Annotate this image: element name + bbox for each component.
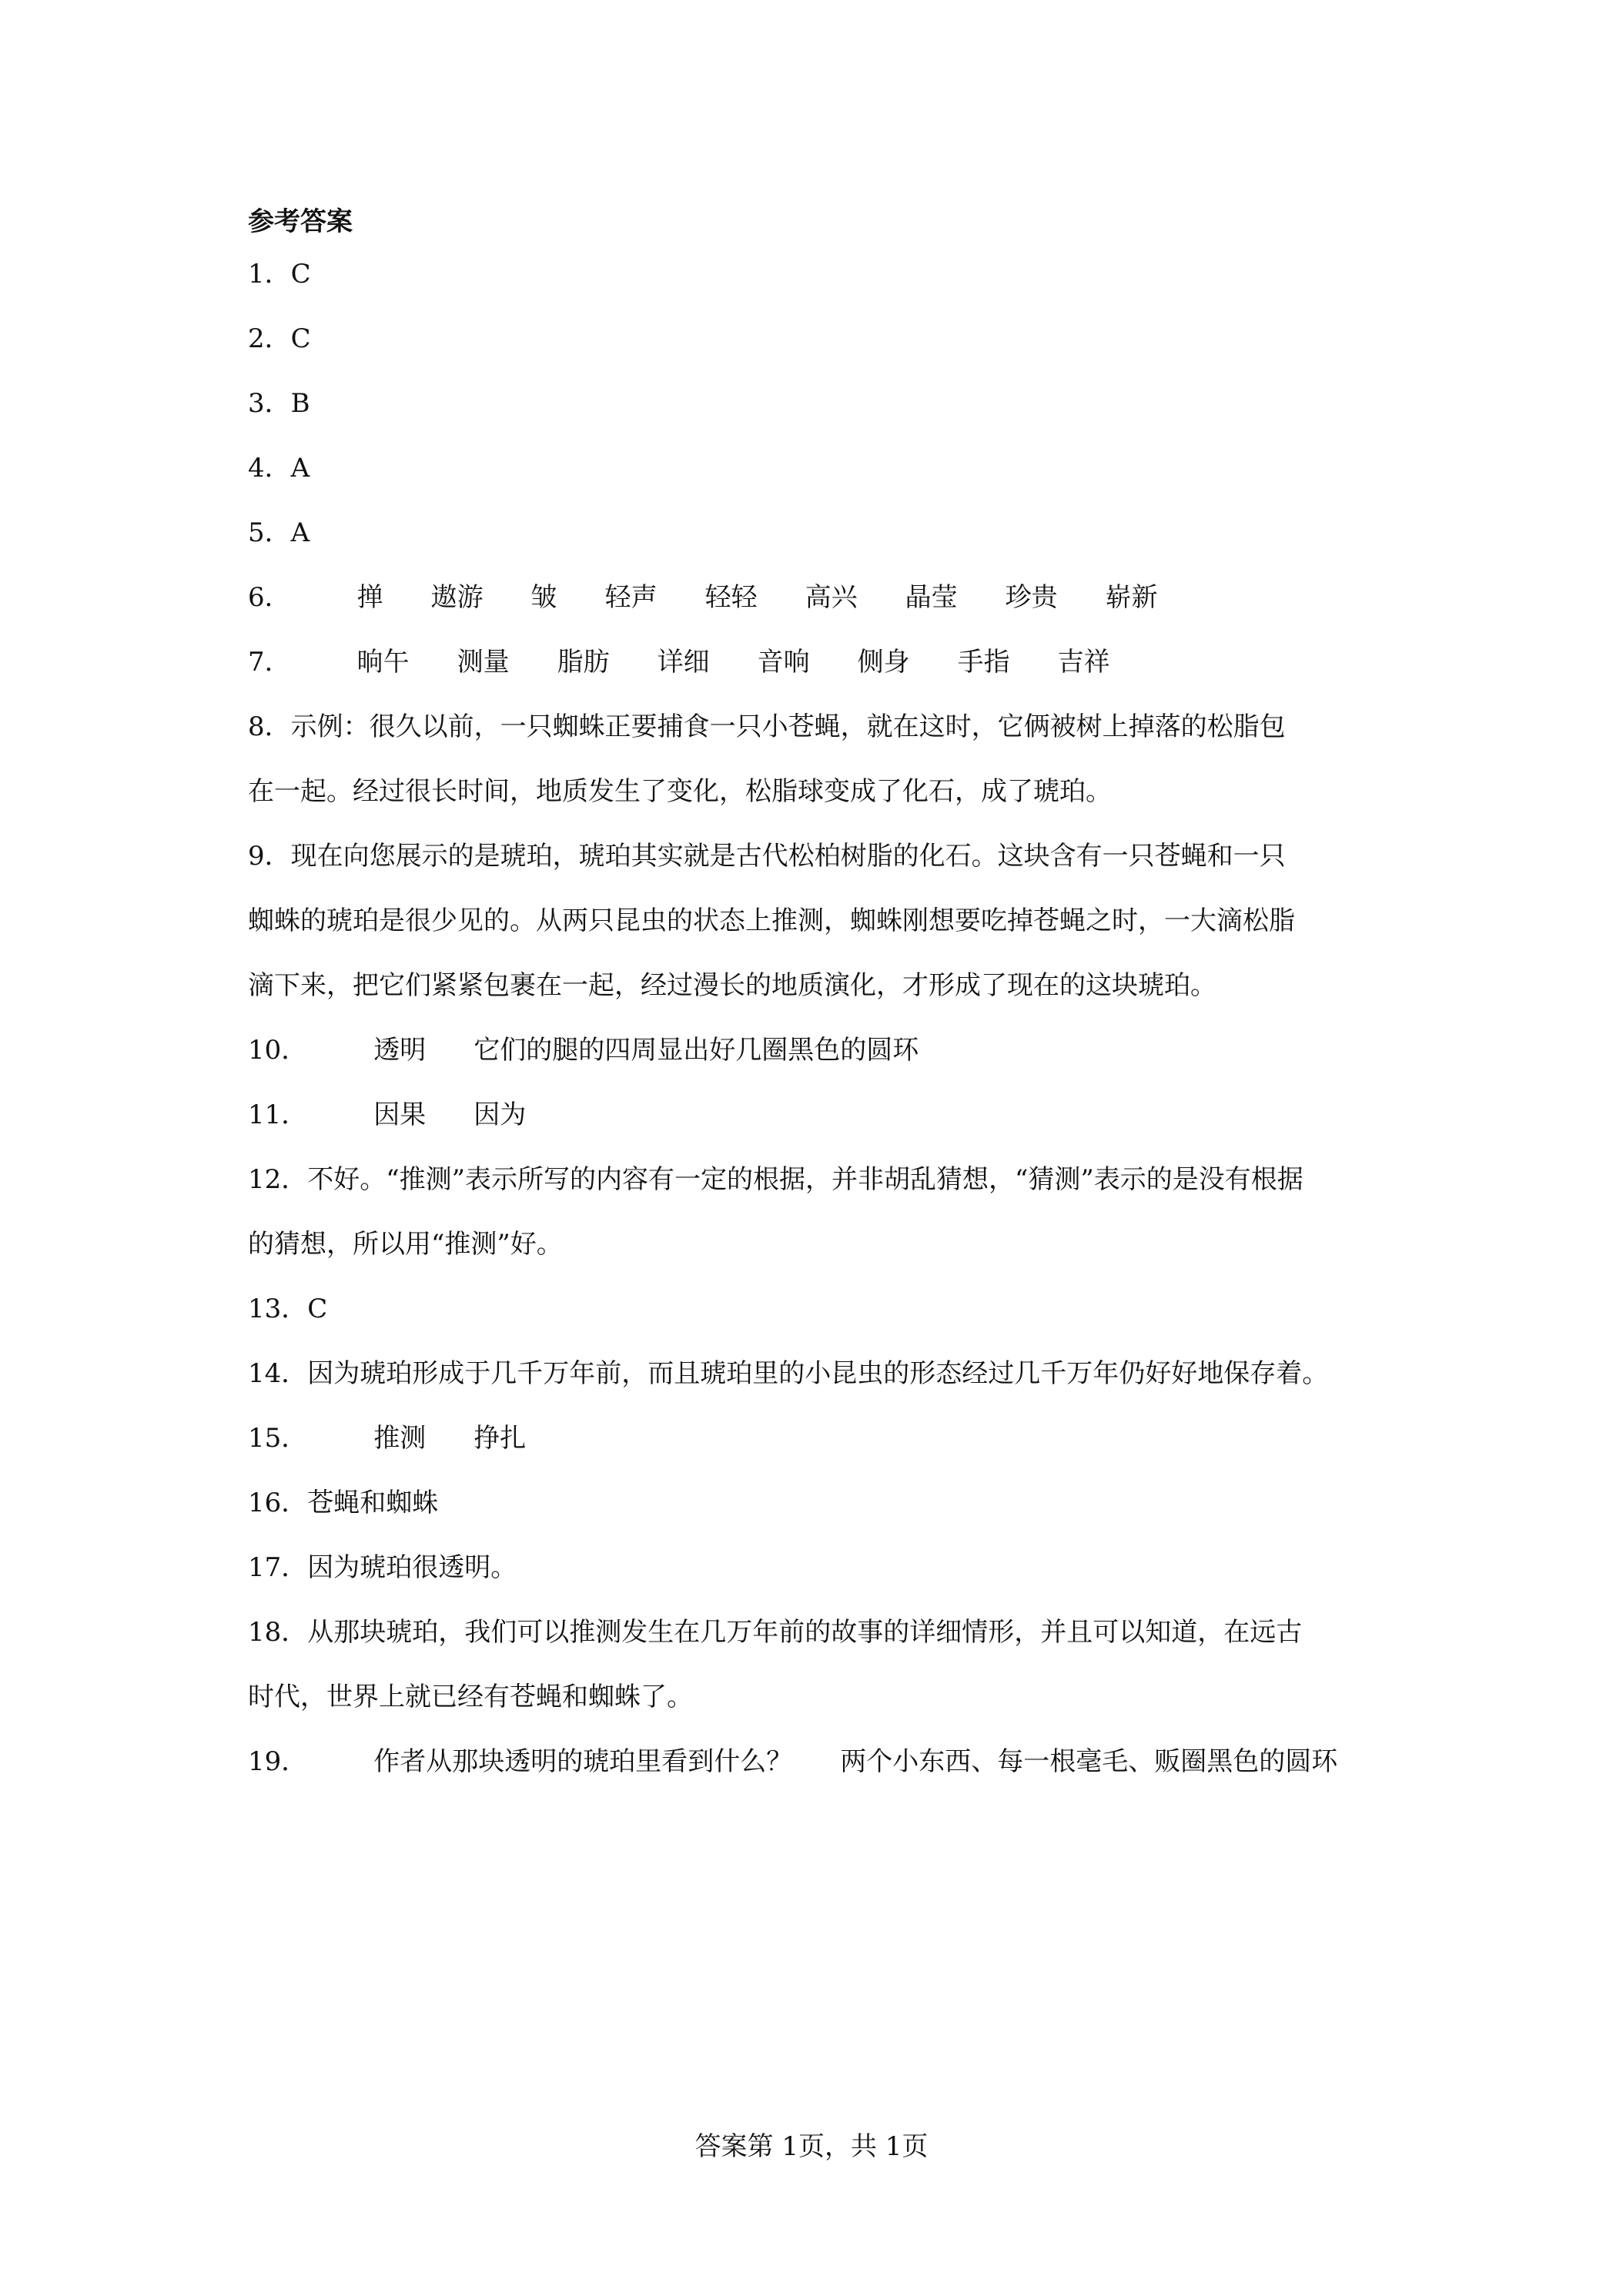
- answer-text: 示例：很久以前，一只蜘蛛正要捕食一只小苍蝇，就在这时，它俩被树上掉落的松脂包: [290, 711, 1286, 742]
- answer-number: 7．: [248, 647, 291, 678]
- answer-6: [248, 565, 1395, 630]
- answer-text: 现在向您展示的是琥珀，琥珀其实就是古代松柏树脂的化石。这块含有一只苍蝇和一只: [290, 841, 1286, 872]
- word-item: 音响: [757, 647, 810, 678]
- answer-text: A: [290, 453, 310, 484]
- word-item: 挣扎: [474, 1423, 527, 1454]
- word-list: [291, 582, 1158, 613]
- answer-number: 2．: [248, 323, 291, 354]
- answer-number: 9．: [248, 841, 291, 872]
- word-list: [291, 647, 1110, 678]
- answer-1: [248, 242, 1395, 306]
- page-footer: 答案第 1页，共 1页: [694, 2131, 929, 2162]
- word-list: [307, 1746, 1337, 1777]
- answer-15: [248, 1406, 1395, 1471]
- answer-number: 6．: [248, 582, 291, 613]
- word-item: 因为: [474, 1099, 527, 1130]
- answer-7: [248, 630, 1395, 694]
- answer-line: [248, 694, 1395, 759]
- answer-5: [248, 500, 1395, 565]
- answer-19: [248, 1729, 1395, 1794]
- word-item: 轻轻: [704, 582, 758, 613]
- word-item: 它们的腿的四周显出好几圈黑色的圆环: [474, 1035, 919, 1066]
- answer-16: [248, 1471, 1395, 1535]
- answer-text: 不好。“推测”表示所写的内容有一定的根据，并非胡乱猜想，“猜测”表示的是没有根据: [307, 1164, 1303, 1195]
- answer-line: 蜘蛛的琥珀是很少见的。从两只昆虫的状态上推测，蜘蛛刚想要吃掉苍蝇之时，一大滴松脂: [248, 905, 1295, 936]
- answer-line: [248, 1600, 1395, 1665]
- answer-number: 13．: [248, 1294, 308, 1324]
- answer-number: 5．: [248, 517, 291, 548]
- answer-text: A: [290, 517, 310, 548]
- word-item: 轻声: [604, 582, 658, 613]
- page-title: 参考答案: [248, 206, 353, 237]
- word-list: [307, 1423, 526, 1454]
- answer-10: [248, 1018, 1395, 1083]
- word-item: 皱: [530, 582, 557, 613]
- answer-text: C: [290, 323, 311, 354]
- word-item: 手指: [957, 647, 1010, 678]
- word-list: [307, 1035, 919, 1066]
- answer-number: 15．: [248, 1423, 308, 1454]
- word-item: 珍贵: [1005, 582, 1058, 613]
- answer-text: 因为琥珀形成于几千万年前，而且琥珀里的小昆虫的形态经过几千万年仍好好地保存着。: [307, 1358, 1329, 1389]
- answer-line: 时代，世界上就已经有苍蝇和蜘蛛了。: [248, 1682, 693, 1712]
- answer-number: 12．: [248, 1164, 308, 1195]
- answer-line: [248, 1147, 1395, 1212]
- word-item: 两个小东西、每一根毫毛、贩圈黑色的圆环: [840, 1746, 1338, 1777]
- answer-number: 11．: [248, 1099, 308, 1130]
- answer-number: 10．: [248, 1035, 308, 1066]
- answer-number: 8．: [248, 711, 291, 742]
- answer-line: 在一起。经过很长时间，地质发生了变化，松脂球变成了化石，成了琥珀。: [248, 776, 1112, 807]
- answer-page: [248, 0, 1395, 2296]
- word-item: 晶莹: [905, 582, 958, 613]
- word-item: 测量: [457, 647, 510, 678]
- answer-3: [248, 371, 1395, 436]
- answer-17: [248, 1535, 1395, 1600]
- answer-14: [248, 1341, 1395, 1406]
- word-item: 晌午: [356, 647, 410, 678]
- answer-number: 18．: [248, 1617, 308, 1648]
- answer-12: [248, 1147, 1395, 1277]
- answer-text: C: [290, 259, 311, 290]
- answer-9: [248, 824, 1395, 1018]
- answer-13: [248, 1277, 1395, 1341]
- answer-number: 16．: [248, 1488, 308, 1518]
- answer-number: 4．: [248, 453, 291, 484]
- answer-number: 3．: [248, 388, 291, 419]
- answer-text: B: [290, 388, 310, 419]
- word-item: 作者从那块透明的琥珀里看到什么？: [373, 1746, 793, 1777]
- answer-text: 从那块琥珀，我们可以推测发生在几万年前的故事的详细情形，并且可以知道，在远古: [307, 1617, 1303, 1648]
- answer-line: [248, 824, 1395, 889]
- answer-number: 17．: [248, 1552, 308, 1583]
- answer-text: 苍蝇和蜘蛛: [307, 1488, 439, 1518]
- word-item: 掸: [356, 582, 383, 613]
- answer-number: 1．: [248, 259, 291, 290]
- word-item: 侧身: [857, 647, 910, 678]
- answer-11: [248, 1083, 1395, 1147]
- answer-number: 19．: [248, 1746, 308, 1777]
- word-item: 推测: [373, 1423, 427, 1454]
- word-item: 透明: [373, 1035, 427, 1066]
- answer-text: 因为琥珀很透明。: [307, 1552, 517, 1583]
- answer-text: C: [307, 1294, 328, 1324]
- word-item: 高兴: [805, 582, 858, 613]
- answer-line: 的猜想，所以用“推测”好。: [248, 1229, 563, 1260]
- answer-number: 14．: [248, 1358, 308, 1389]
- answer-8: [248, 694, 1395, 824]
- word-item: 脂肪: [557, 647, 610, 678]
- answer-2: [248, 306, 1395, 371]
- answer-18: [248, 1600, 1395, 1729]
- word-item: 因果: [373, 1099, 427, 1130]
- word-item: 吉祥: [1057, 647, 1110, 678]
- word-item: 详细: [657, 647, 710, 678]
- word-item: 崭新: [1105, 582, 1158, 613]
- word-item: 遨游: [430, 582, 484, 613]
- answer-line: 滴下来，把它们紧紧包裹在一起，经过漫长的地质演化，才形成了现在的这块琥珀。: [248, 970, 1216, 1001]
- word-list: [307, 1099, 526, 1130]
- answer-4: [248, 436, 1395, 500]
